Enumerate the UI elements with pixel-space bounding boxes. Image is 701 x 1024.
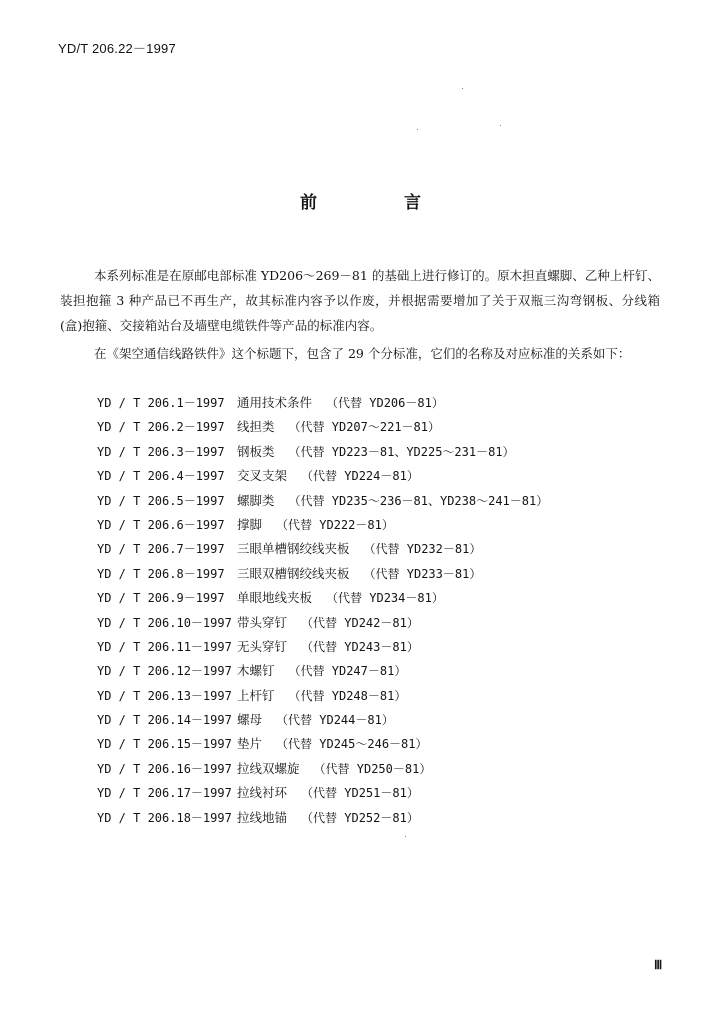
standard-replaces: （代替 YD224－81） (301, 469, 419, 484)
standard-code: YD / T 206.4－1997 (97, 469, 225, 484)
standard-title: 三眼双槽钢绞线夹板 (237, 565, 350, 581)
scan-speck (462, 88, 463, 89)
standard-replaces: （代替 YD250－81） (313, 761, 432, 776)
standard-list-item (97, 781, 548, 805)
standard-title: 带头穿钉 (237, 614, 288, 630)
standard-replaces: （代替 YD244－81） (276, 713, 394, 728)
standard-list-item (97, 659, 548, 683)
document-code-header: YD/T 206.22－1997 (58, 41, 176, 56)
standard-title: 单眼地线夹板 (237, 590, 313, 606)
standard-list-item (97, 391, 548, 415)
standard-code: YD / T 206.10－1997 (97, 615, 232, 630)
standard-code: YD / T 206.7－1997 (97, 542, 225, 557)
intro-paragraph: 本系列标准是在原邮电部标准 YD206～269－81 的基础上进行修订的。原木担直螺脚、乙种上杆钉、装担抱箍 3 种产品已不再生产，故其标准内容予以作废，并根据需要增加了关于双瓶三沟弯钢板、分线箱(盒)抱箍、交接箱站台及墙壁电缆铁件等产品的标准内容。 (60, 268, 660, 333)
standards-list (97, 391, 548, 830)
standard-replaces: （代替 YD233－81） (363, 566, 482, 581)
standard-title: 木螺钉 (237, 663, 275, 679)
standard-code: YD / T 206.14－1997 (97, 713, 232, 728)
standard-replaces: （代替 YD207～221－81） (288, 420, 440, 435)
scan-speck (417, 129, 418, 130)
standard-code: YD / T 206.15－1997 (97, 737, 232, 752)
heading-char-2: 言 (404, 193, 421, 213)
standard-list-item (97, 611, 548, 635)
standard-code: YD / T 206.16－1997 (97, 761, 232, 776)
standard-code: YD / T 206.8－1997 (97, 566, 225, 581)
standard-replaces: （代替 YD243－81） (301, 639, 419, 654)
standard-replaces: （代替 YD234－81） (326, 591, 444, 606)
standard-list-item (97, 635, 548, 659)
standard-title: 线担类 (237, 419, 275, 435)
standard-code: YD / T 206.2－1997 (97, 420, 225, 435)
standard-list-item (97, 537, 548, 561)
list-intro-paragraph: 在《架空通信线路铁件》这个标题下，包含了 29 个分标准，它们的名称及对应标准的关系如下： (94, 346, 631, 361)
scan-speck (500, 125, 501, 126)
standard-title: 螺母 (237, 712, 263, 728)
standard-title: 上杆钉 (237, 687, 275, 703)
standard-list-item (97, 806, 548, 830)
standard-list-item (97, 757, 548, 781)
standard-replaces: （代替 YD247－81） (288, 664, 407, 679)
standard-list-item (97, 464, 548, 488)
standard-title: 交叉支架 (237, 468, 288, 484)
standard-replaces: （代替 YD235～236－81、YD238～241－81） (288, 493, 549, 508)
standard-list-item (97, 440, 548, 464)
standard-list-item (97, 513, 548, 537)
standard-code: YD / T 206.12－1997 (97, 664, 232, 679)
standard-title: 撑脚 (237, 516, 263, 532)
standard-list-item (97, 586, 548, 610)
standard-title: 无头穿钉 (237, 638, 288, 654)
page-number: Ⅲ (654, 958, 663, 972)
standard-replaces: （代替 YD232－81） (363, 542, 482, 557)
scan-speck (405, 836, 406, 837)
standard-code: YD / T 206.9－1997 (97, 591, 225, 606)
standard-code: YD / T 206.3－1997 (97, 444, 225, 459)
standard-list-item (97, 708, 548, 732)
standard-title: 钢板类 (237, 443, 275, 459)
standard-replaces: （代替 YD242－81） (301, 615, 419, 630)
standard-title: 垫片 (237, 736, 263, 752)
standard-title: 拉线地锚 (237, 809, 288, 825)
standard-title: 螺脚类 (237, 492, 275, 508)
standard-code: YD / T 206.6－1997 (97, 517, 225, 532)
standard-list-item (97, 489, 548, 513)
standard-title: 拉线双螺旋 (237, 760, 300, 776)
standard-code: YD / T 206.1－1997 (97, 396, 225, 410)
standard-replaces: （代替 YD222－81） (276, 517, 394, 532)
standard-title: 拉线衬环 (237, 785, 288, 801)
standard-code: YD / T 206.13－1997 (97, 688, 232, 703)
standard-replaces: （代替 YD223－81、YD225～231－81） (288, 444, 515, 459)
section-heading (0, 188, 701, 212)
standard-list-item (97, 562, 548, 586)
standard-title: 三眼单槽钢绞线夹板 (237, 541, 350, 557)
standard-replaces: （代替 YD252－81） (301, 810, 419, 825)
standard-title: 通用技术条件 (237, 395, 313, 410)
standard-list-item (97, 415, 548, 439)
standard-code: YD / T 206.5－1997 (97, 493, 225, 508)
standard-code: YD / T 206.18－1997 (97, 810, 232, 825)
standard-list-item (97, 684, 548, 708)
standard-replaces: （代替 YD206－81） (326, 396, 444, 410)
heading-char-1: 前 (300, 193, 317, 213)
standard-replaces: （代替 YD251－81） (301, 786, 419, 801)
standard-replaces: （代替 YD248－81） (288, 688, 407, 703)
standard-list-item (97, 732, 548, 756)
standard-code: YD / T 206.17－1997 (97, 786, 232, 801)
standard-code: YD / T 206.11－1997 (97, 639, 232, 654)
standard-replaces: （代替 YD245～246－81） (276, 737, 428, 752)
